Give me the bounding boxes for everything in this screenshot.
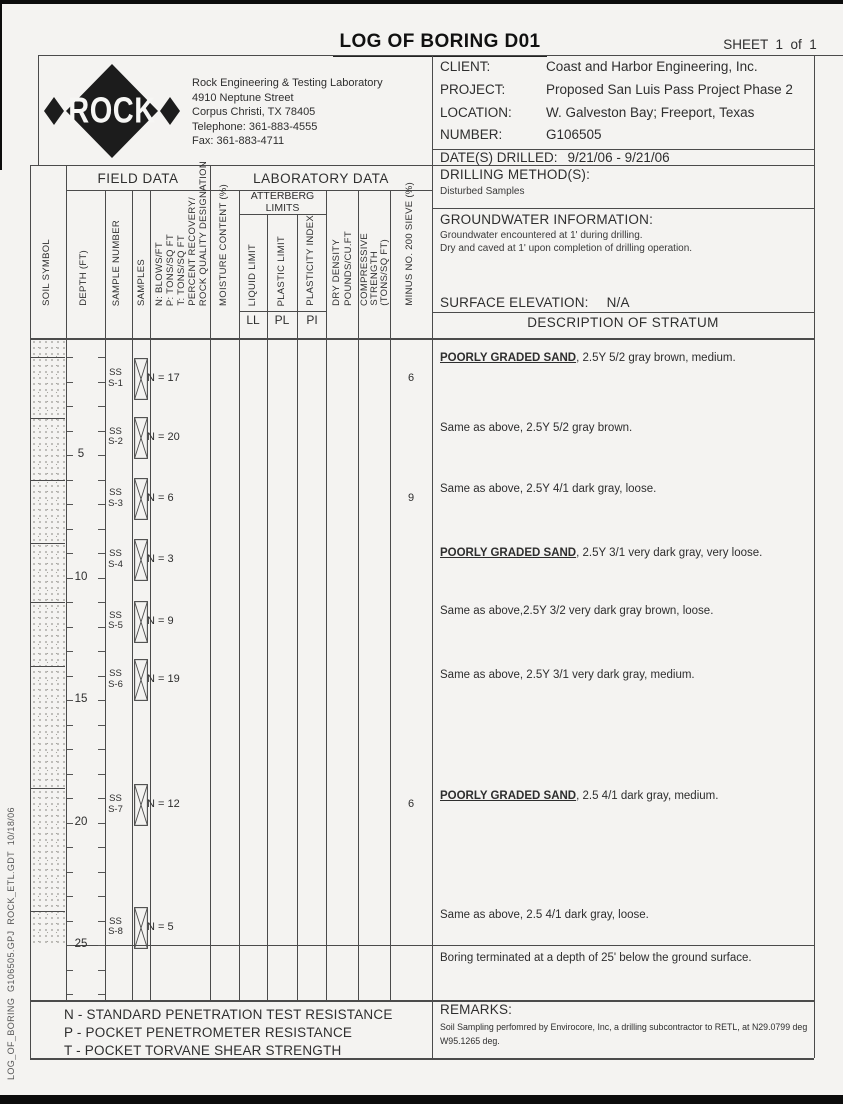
surface-elevation-value: N/A xyxy=(606,295,630,310)
col-plasticity-index: PLASTICITY INDEX xyxy=(305,215,316,306)
atterberg-line1: ATTERBERG xyxy=(250,190,315,202)
depth-label: 25 xyxy=(74,938,88,950)
depth-label: 10 xyxy=(74,570,88,583)
groundwater-line2: Dry and caved at 1' upon completion of drilling operation. xyxy=(440,243,693,254)
stratum-boundary-line xyxy=(31,357,65,358)
n-value: N = 12 xyxy=(147,798,180,811)
company-phone: Telephone: 361-883-4555 xyxy=(192,120,318,133)
stratum-boundary-line xyxy=(31,788,65,789)
company-fax: Fax: 361-883-4711 xyxy=(192,135,285,148)
stratum-boundary-line xyxy=(31,543,65,544)
depth-tick xyxy=(67,970,73,971)
depth-label: 15 xyxy=(74,693,88,705)
sample-symbol-icon xyxy=(134,539,148,581)
logo-diamond-right-icon xyxy=(160,97,180,125)
depth-tick xyxy=(67,872,73,873)
n-value: N = 17 xyxy=(147,372,180,385)
depth-tick xyxy=(98,602,105,603)
laboratory-data-band: LABORATORY DATA xyxy=(253,170,389,186)
dates-row xyxy=(440,150,670,165)
dates-value: 9/21/06 - 9/21/06 xyxy=(567,150,670,165)
n-value: N = 20 xyxy=(147,430,180,443)
number-value: G106505 xyxy=(546,127,602,142)
depth-tick xyxy=(67,896,73,897)
col-n-line2: P: TONS/SQ FT xyxy=(165,233,176,306)
depth-label: 20 xyxy=(74,815,88,828)
sample-number-label: SS S-4 xyxy=(108,548,123,570)
depth-tick xyxy=(98,823,105,824)
company-name: Rock Engineering & Testing Laboratory xyxy=(192,77,383,89)
stratum-description: Same as above, 2.5 4/1 dark gray, loose. xyxy=(440,909,649,922)
stratum-description: Same as above,2.5Y 3/2 very dark gray brown, loose. xyxy=(440,605,714,618)
soil-symbol-column-sand-pattern xyxy=(31,339,65,945)
depth-tick xyxy=(98,480,105,481)
depth-tick xyxy=(67,627,73,628)
legend-n: N - STANDARD PENETRATION TEST RESISTANCE xyxy=(64,1007,393,1022)
depth-tick xyxy=(67,504,73,505)
sample-number-label: SS S-1 xyxy=(108,367,123,389)
sidebar-filename-text: LOG_OF_BORING G106505.GPJ ROCK_ETL.GDT 10/18/06 xyxy=(6,807,16,1080)
stratum-name: POORLY GRADED SAND xyxy=(440,790,577,803)
client-value: Coast and Harbor Engineering, Inc. xyxy=(546,59,758,74)
project-label: PROJECT: xyxy=(440,82,506,97)
stratum-description: POORLY GRADED SAND, 2.5 4/1 dark gray, medium. xyxy=(440,790,719,803)
legend-p: P - POCKET PENETROMETER RESISTANCE xyxy=(64,1025,353,1040)
remarks-heading: REMARKS: xyxy=(440,1002,513,1017)
drilling-method-text: Disturbed Samples xyxy=(440,186,525,197)
col-liquid-limit: LIQUID LIMIT xyxy=(247,243,258,306)
client-label: CLIENT: xyxy=(440,59,491,74)
col-compressive-line1: COMPRESSIVE xyxy=(359,233,370,306)
page-title: LOG OF BORING D01 xyxy=(333,31,547,57)
scan-edge-bottom xyxy=(0,1095,843,1104)
sample-symbol-icon xyxy=(134,907,148,949)
n-value: N = 9 xyxy=(147,614,174,627)
depth-tick xyxy=(98,749,105,750)
sample-number-label: SS S-3 xyxy=(108,487,123,509)
scan-edge-top xyxy=(0,0,843,4)
depth-tick xyxy=(98,970,105,971)
sample-symbol-icon xyxy=(134,478,148,520)
depth-tick xyxy=(98,651,105,652)
field-data-band: FIELD DATA xyxy=(97,170,179,186)
col-depth: DEPTH (FT) xyxy=(78,250,89,306)
pi-header: PI xyxy=(306,313,318,327)
depth-tick xyxy=(98,529,105,530)
stratum-description: Same as above, 2.5Y 3/1 very dark gray, medium. xyxy=(440,669,695,682)
minus-200-sieve-value: 9 xyxy=(407,492,415,505)
atterberg-limits-header xyxy=(239,191,326,214)
remarks-text: Soil Sampling perfomred by Envirocore, Inc, a drilling subcontractor to RETL, at N29.0799 deg W95.1265 deg. xyxy=(440,1022,808,1046)
stratum-boundary-line xyxy=(31,911,65,912)
company-address2: Corpus Christi, TX 78405 xyxy=(192,106,316,119)
sample-symbol-icon xyxy=(134,601,148,643)
groundwater-heading: GROUNDWATER INFORMATION: xyxy=(440,212,654,227)
logo-text: ROCK xyxy=(68,90,156,131)
depth-tick xyxy=(67,749,73,750)
sample-symbol-icon xyxy=(134,659,148,701)
depth-tick xyxy=(98,578,105,579)
number-label: NUMBER: xyxy=(440,127,503,142)
depth-tick xyxy=(67,676,73,677)
stratum-name: POORLY GRADED SAND xyxy=(440,351,577,364)
depth-tick xyxy=(98,455,105,456)
depth-tick xyxy=(67,774,73,775)
n-value: N = 5 xyxy=(147,920,174,933)
stratum-description: POORLY GRADED SAND, 2.5Y 5/2 gray brown, medium. xyxy=(440,351,736,364)
ll-header: LL xyxy=(246,313,260,327)
depth-tick xyxy=(67,798,73,799)
sample-number-label: SS S-7 xyxy=(108,793,123,815)
col-sample-number: SAMPLE NUMBER xyxy=(111,219,122,306)
sample-symbol-icon xyxy=(134,784,148,826)
atterberg-line2: LIMITS xyxy=(265,201,300,214)
col-soil-symbol: SOIL SYMBOL xyxy=(41,239,52,306)
scan-edge-left xyxy=(0,0,2,170)
stratum-boundary-line xyxy=(31,418,65,419)
depth-tick xyxy=(67,406,73,407)
number-row xyxy=(440,127,602,142)
depth-tick xyxy=(67,382,73,383)
depth-label: 5 xyxy=(77,448,85,460)
depth-tick xyxy=(98,406,105,407)
col-minus-200: MINUS NO. 200 SIEVE (%) xyxy=(404,182,415,306)
legend-t: T - POCKET TORVANE SHEAR STRENGTH xyxy=(64,1043,342,1058)
col-n-line3: T: TONS/SQ FT xyxy=(176,235,187,306)
depth-tick xyxy=(67,553,73,554)
sample-number-label: SS S-5 xyxy=(108,609,123,632)
col-moisture: MOISTURE CONTENT (%) xyxy=(218,184,229,306)
minus-200-sieve-value: 6 xyxy=(407,798,415,811)
stratum-description: Same as above, 2.5Y 5/2 gray brown. xyxy=(440,421,633,434)
n-value: N = 3 xyxy=(147,553,174,566)
depth-tick xyxy=(67,994,73,995)
depth-tick xyxy=(67,921,73,922)
groundwater-line1: Groundwater encountered at 1' during drilling. xyxy=(440,230,643,241)
description-column-header: DESCRIPTION OF STRATUM xyxy=(527,315,719,330)
depth-tick xyxy=(98,945,105,946)
dates-label: DATE(S) DRILLED: xyxy=(440,150,558,165)
stratum-description: Same as above, 2.5Y 4/1 dark gray, loose. xyxy=(440,482,657,495)
minus-200-sieve-value: 6 xyxy=(407,372,415,385)
depth-tick xyxy=(67,357,73,358)
col-dry-density-line2: POUNDS/CU.FT xyxy=(343,231,354,306)
depth-tick xyxy=(67,431,73,432)
stratum-boundary-line xyxy=(31,480,65,481)
depth-tick xyxy=(67,847,73,848)
termination-line xyxy=(66,945,814,946)
location-value: W. Galveston Bay; Freeport, Texas xyxy=(546,105,755,120)
logo-diamond-left-icon xyxy=(44,97,64,125)
surface-elevation-label: SURFACE ELEVATION: xyxy=(440,295,589,310)
depth-tick xyxy=(98,725,105,726)
n-value: N = 6 xyxy=(147,492,174,505)
sheet-label: SHEET 1 of 1 xyxy=(723,37,817,52)
depth-tick xyxy=(67,651,73,652)
sample-symbol-icon xyxy=(134,358,148,400)
stratum-boundary-line xyxy=(31,602,65,603)
company-address1: 4910 Neptune Street xyxy=(192,91,294,104)
depth-tick xyxy=(98,774,105,775)
sample-number-label: SS S-8 xyxy=(108,915,123,938)
stratum-name: POORLY GRADED SAND xyxy=(440,546,577,559)
sample-number-label: SS S-6 xyxy=(108,668,123,690)
depth-tick xyxy=(67,480,73,481)
depth-tick xyxy=(67,602,73,603)
col-compressive-line3: (TONS/SQ FT) xyxy=(379,239,390,306)
location-label: LOCATION: xyxy=(440,105,512,120)
depth-tick xyxy=(98,896,105,897)
col-n-line5: ROCK QUALITY DESIGNATION xyxy=(198,160,209,306)
drilling-method-heading: DRILLING METHOD(S): xyxy=(440,167,591,182)
col-n-line1: N: BLOWS/FT xyxy=(154,242,165,306)
col-n-line4: PERCENT RECOVERY/ xyxy=(187,197,198,306)
sample-symbol-icon xyxy=(134,417,148,459)
depth-tick xyxy=(98,994,105,995)
project-value: Proposed San Luis Pass Project Phase 2 xyxy=(546,82,793,97)
location-row xyxy=(440,105,754,120)
depth-tick xyxy=(67,725,73,726)
stratum-description: Boring terminated at a depth of 25' below the ground surface. xyxy=(440,952,752,965)
surface-elevation-row xyxy=(440,295,630,310)
depth-tick xyxy=(98,700,105,701)
client-row xyxy=(440,59,758,74)
company-address-block xyxy=(192,76,383,149)
depth-tick xyxy=(98,357,105,358)
n-value: N = 19 xyxy=(147,673,180,686)
col-compressive-line2: STRENGTH xyxy=(369,251,380,306)
depth-tick xyxy=(98,872,105,873)
stratum-description: POORLY GRADED SAND, 2.5Y 3/1 very dark gray, very loose. xyxy=(440,546,763,559)
depth-tick xyxy=(98,847,105,848)
project-row xyxy=(440,82,793,97)
sample-number-label: SS S-2 xyxy=(108,425,123,448)
col-plastic-limit: PLASTIC LIMIT xyxy=(276,235,287,306)
col-dry-density-line1: DRY DENSITY xyxy=(331,239,342,306)
pl-header: PL xyxy=(274,313,290,327)
stratum-boundary-line xyxy=(31,666,65,667)
depth-tick xyxy=(67,529,73,530)
col-samples: SAMPLES xyxy=(136,259,147,306)
